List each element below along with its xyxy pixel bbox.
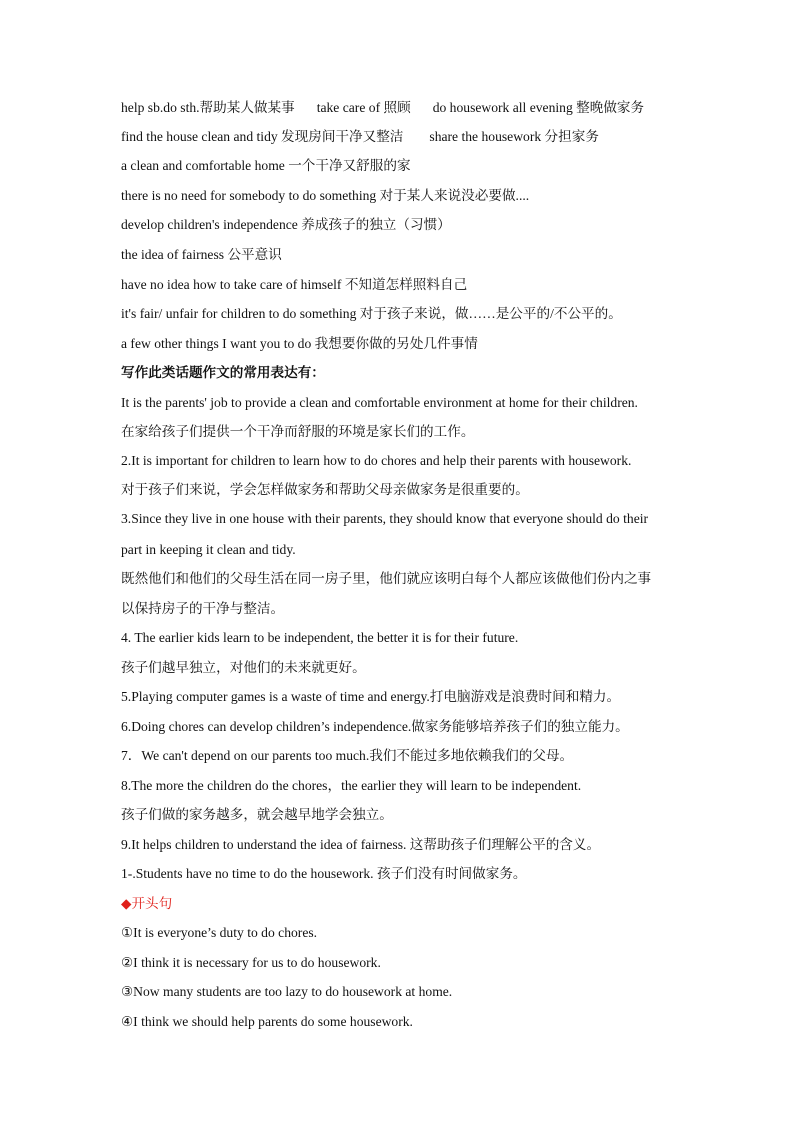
expression-5: 5.Playing computer games is a waste of time and energy.打电脑游戏是浪费时间和精力。 — [121, 689, 621, 704]
phrase-clean-home: a clean and comfortable home 一个干净又舒服的家 — [121, 158, 411, 173]
phrase-no-need: there is no need for somebody to do something 对于某人来说没必要做.... — [121, 188, 530, 203]
expression-3-en-line1: 3.Since they live in one house with their parents, they should know that everyone should do their — [121, 511, 649, 526]
expression-8-en: 8.The more the children do the chores，the earlier they will learn to be independent. — [121, 778, 582, 793]
expression-3-zh-line2: 以保持房子的干净与整洁。 — [121, 601, 285, 616]
phrase-take-care-of: take care of 照顾 — [316, 100, 411, 115]
phrase-line-1 — [121, 99, 644, 117]
expression-3-en-line2: part in keeping it clean and tidy. — [121, 542, 296, 557]
phrase-share-housework: share the housework 分担家务 — [429, 129, 599, 144]
opening-sentences-heading: ◆开头句 — [121, 896, 173, 911]
expression-4-zh: 孩子们越早独立，对他们的未来就更好。 — [121, 660, 366, 675]
opening-sentence-2: ②I think it is necessary for us to do housework. — [121, 955, 381, 970]
phrase-fairness: the idea of fairness 公平意识 — [121, 247, 282, 262]
expression-8-zh: 孩子们做的家务越多，就会越早地学会独立。 — [121, 807, 393, 822]
phrase-independence: develop children's independence 养成孩子的独立（习惯） — [121, 217, 451, 232]
expression-7: 7．We can't depend on our parents too much.我们不能过多地依赖我们的父母。 — [121, 748, 574, 763]
expression-4-en: 4. The earlier kids learn to be independent, the better it is for their future. — [121, 630, 519, 645]
phrase-find-house-clean: find the house clean and tidy 发现房间干净又整洁 — [121, 129, 404, 144]
opening-sentence-1: ①It is everyone’s duty to do chores. — [121, 925, 318, 940]
expression-10: 1-.Students have no time to do the housework. 孩子们没有时间做家务。 — [121, 866, 527, 881]
phrase-line-2 — [121, 128, 599, 146]
phrase-help-sb: help sb.do sth.帮助某人做某事 — [121, 100, 295, 115]
opening-sentence-4: ④I think we should help parents do some housework. — [121, 1014, 413, 1029]
phrase-fair-unfair: it's fair/ unfair for children to do something 对于孩子来说，做……是公平的/不公平的。 — [121, 306, 622, 321]
expression-6: 6.Doing chores can develop children’s independence.做家务能够培养孩子们的独立能力。 — [121, 719, 629, 734]
expression-3-zh-line1: 既然他们和他们的父母生活在同一房子里，他们就应该明白每个人都应该做他们份内之事 — [121, 571, 652, 586]
expression-1-zh: 在家给孩子们提供一个干净而舒服的环境是家长们的工作。 — [121, 424, 475, 439]
opening-sentence-3: ③Now many students are too lazy to do housework at home. — [121, 984, 453, 999]
phrase-no-idea: have no idea how to take care of himself 不知道怎样照料自己 — [121, 277, 468, 292]
phrase-other-things: a few other things I want you to do 我想要你做的另处几件事情 — [121, 336, 478, 351]
expression-9: 9.It helps children to understand the idea of fairness. 这帮助孩子们理解公平的含义。 — [121, 837, 601, 852]
expression-1-en: It is the parents' job to provide a clean and comfortable environment at home for their children. — [121, 395, 638, 410]
section-heading: 写作此类话题作文的常用表达有： — [121, 365, 325, 380]
phrase-do-housework: do housework all evening 整晚做家务 — [432, 100, 645, 115]
expression-2-en: 2.It is important for children to learn how to do chores and help their parents with housework. — [121, 453, 632, 468]
expression-2-zh: 对于孩子们来说，学会怎样做家务和帮助父母亲做家务是很重要的。 — [121, 482, 529, 497]
